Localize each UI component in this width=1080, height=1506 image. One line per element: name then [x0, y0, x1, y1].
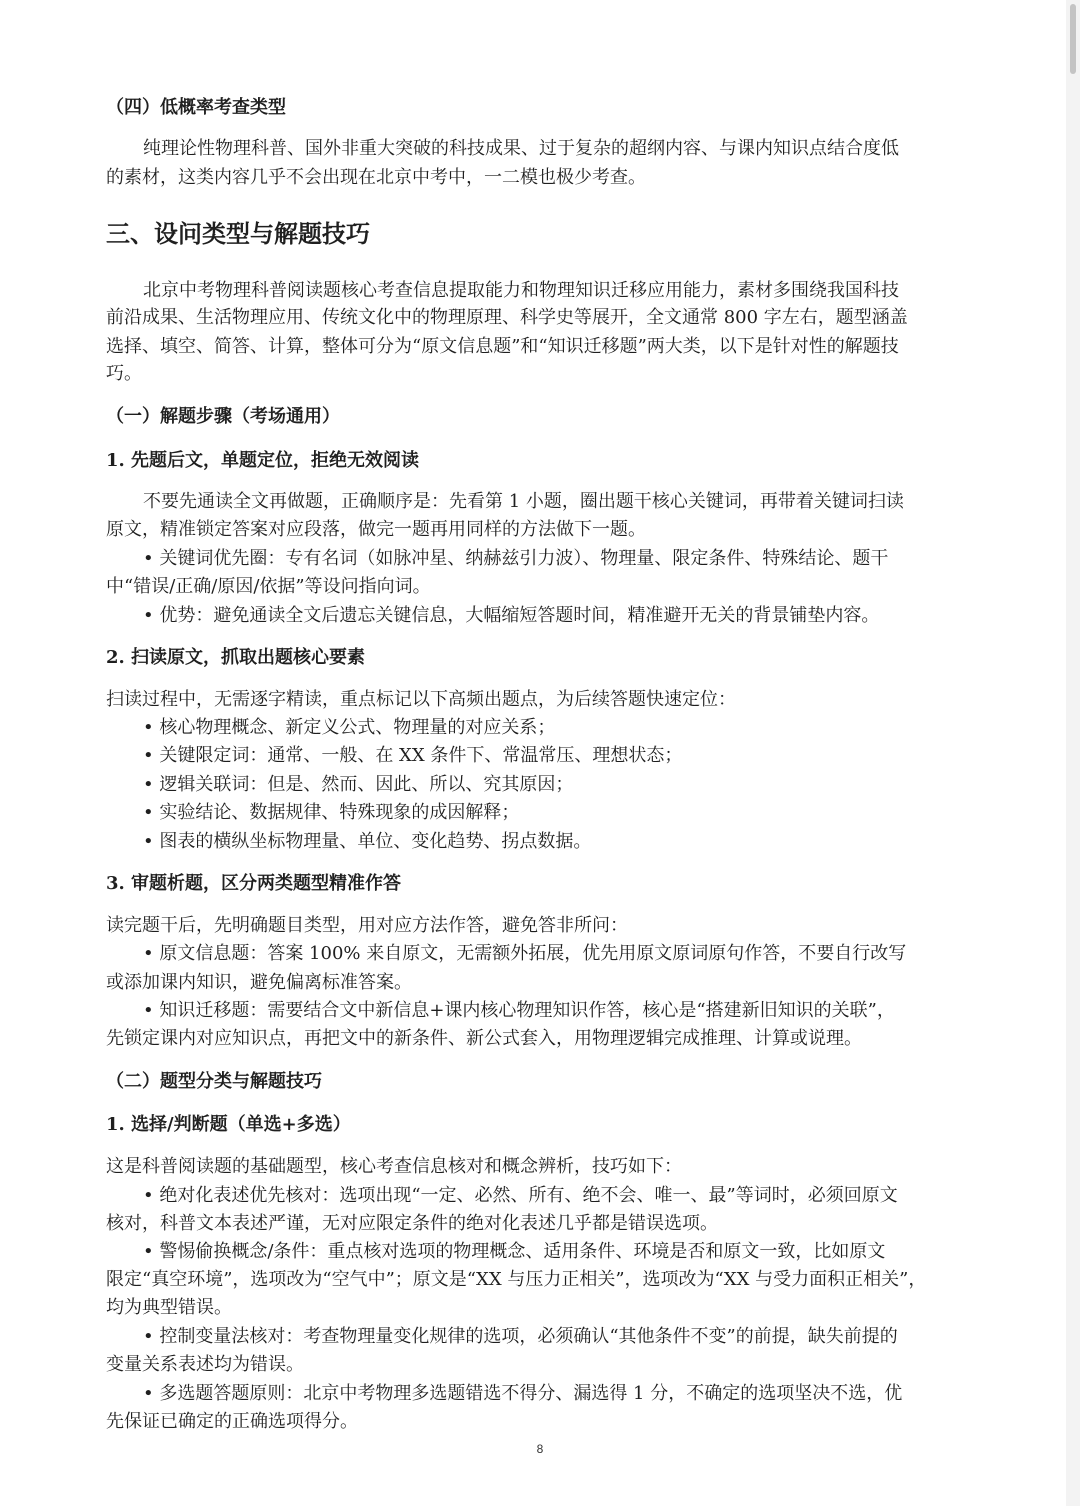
bullet-item: • 优势：避免通读全文后遗忘关键信息，大幅缩短答题时间，精准避开无关的背景铺垫内容。 — [143, 605, 880, 626]
bullet-item: • 控制变量法核对：考查物理量变化规律的选项，必须确认“其他条件不变”的前提，缺失前提的 — [143, 1326, 898, 1347]
bullet-item: • 警惕偷换概念/条件：重点核对选项的物理概念、适用条件、环境是否和原文一致，比如原文 — [143, 1241, 886, 1262]
paragraph-line: 原文，精准锁定答案对应段落，做完一题再用同样的方法做下一题。 — [106, 519, 646, 540]
heading-step-1: 1. 先题后文，单题定位，拒绝无效阅读 — [106, 450, 420, 471]
heading-choice-questions: 1. 选择/判断题（单选+多选） — [106, 1114, 351, 1135]
bullet-item: • 实验结论、数据规律、特殊现象的成因解释； — [143, 802, 520, 823]
bullet-item-continued: 或添加课内知识，避免偏离标准答案。 — [106, 972, 412, 993]
bullet-item-continued: 限定“真空环境”，选项改为“空气中”；原文是“XX 与压力正相关”，选项改为“XX 与受力面积正相关”， — [106, 1269, 927, 1290]
bullet-item-continued: 均为典型错误。 — [106, 1297, 232, 1318]
paragraph-line: 北京中考物理科普阅读题核心考查信息提取能力和物理知识迁移应用能力，素材多围绕我国科技 — [143, 280, 899, 301]
bullet-item-continued: 先锁定课内对应知识点，再把文中的新条件、新公式套入，用物理逻辑完成推理、计算或说理。 — [106, 1028, 862, 1049]
heading-step-3: 3. 审题析题，区分两类题型精准作答 — [106, 873, 402, 894]
bullet-item-continued: 变量关系表述均为错误。 — [106, 1354, 304, 1375]
bullet-item: • 绝对化表述优先核对：选项出现“一定、必然、所有、绝不会、唯一、最”等词时，必须回原文 — [143, 1185, 898, 1206]
bullet-item-continued: 中“错误/正确/原因/依据”等设问指向词。 — [106, 576, 431, 597]
paragraph-line: 这是科普阅读题的基础题型，核心考查信息核对和概念辨析，技巧如下： — [106, 1156, 682, 1177]
page-number: 8 — [536, 1442, 544, 1456]
heading-low-probability-types: （四）低概率考查类型 — [106, 97, 286, 118]
paragraph-line: 前沿成果、生活物理应用、传统文化中的物理原理、科学史等展开，全文通常 800 字左右，题型涵盖 — [106, 307, 908, 328]
bullet-item: • 关键限定词：通常、一般、在 XX 条件下、常温常压、理想状态； — [143, 745, 683, 766]
bullet-item: • 逻辑关联词：但是、然而、因此、所以、究其原因； — [143, 774, 574, 795]
bullet-item: • 图表的横纵坐标物理量、单位、变化趋势、拐点数据。 — [143, 831, 592, 852]
bullet-item-continued: 核对，科普文本表述严谨，无对应限定条件的绝对化表述几乎都是错误选项。 — [106, 1213, 718, 1234]
bullet-item-continued: 先保证已确定的正确选项得分。 — [106, 1411, 358, 1432]
scrollbar-thumb[interactable] — [1070, 4, 1076, 74]
heading-steps: （一）解题步骤（考场通用） — [106, 406, 340, 427]
bullet-item: • 关键词优先圈：专有名词（如脉冲星、纳赫兹引力波）、物理量、限定条件、特殊结论、题干 — [143, 548, 889, 569]
heading-step-2: 2. 扫读原文，抓取出题核心要素 — [106, 647, 366, 668]
paragraph-line: 巧。 — [106, 363, 142, 384]
paragraph-line: 纯理论性物理科普、国外非重大突破的科技成果、过于复杂的超纲内容、与课内知识点结合度低 — [143, 138, 899, 159]
paragraph-line: 选择、填空、简答、计算，整体可分为“原文信息题”和“知识迁移题”两大类，以下是针对性的解题技 — [106, 336, 899, 357]
bullet-item: • 核心物理概念、新定义公式、物理量的对应关系； — [143, 717, 556, 738]
bullet-item: • 原文信息题：答案 100% 来自原文，无需额外拓展，优先用原文原词原句作答，不要自行改写 — [143, 943, 907, 964]
paragraph-line: 扫读过程中，无需逐字精读，重点标记以下高频出题点，为后续答题快速定位： — [106, 689, 736, 710]
heading-question-types: （二）题型分类与解题技巧 — [106, 1071, 322, 1092]
paragraph-line: 的素材，这类内容几乎不会出现在北京中考中，一二模也极少考查。 — [106, 167, 646, 188]
section-title-question-types: 三、设问类型与解题技巧 — [106, 219, 370, 248]
paragraph-line: 不要先通读全文再做题，正确顺序是：先看第 1 小题，圈出题干核心关键词，再带着关键词扫读 — [143, 491, 904, 512]
bullet-item: • 多选题答题原则：北京中考物理多选题错选不得分、漏选得 1 分，不确定的选项坚决不选，优 — [143, 1383, 903, 1404]
vertical-scrollbar[interactable] — [1066, 0, 1080, 1506]
paragraph-line: 读完题干后，先明确题目类型，用对应方法作答，避免答非所问： — [106, 915, 628, 936]
bullet-item: • 知识迁移题：需要结合文中新信息+课内核心物理知识作答，核心是“搭建新旧知识的关联”， — [143, 1000, 895, 1021]
